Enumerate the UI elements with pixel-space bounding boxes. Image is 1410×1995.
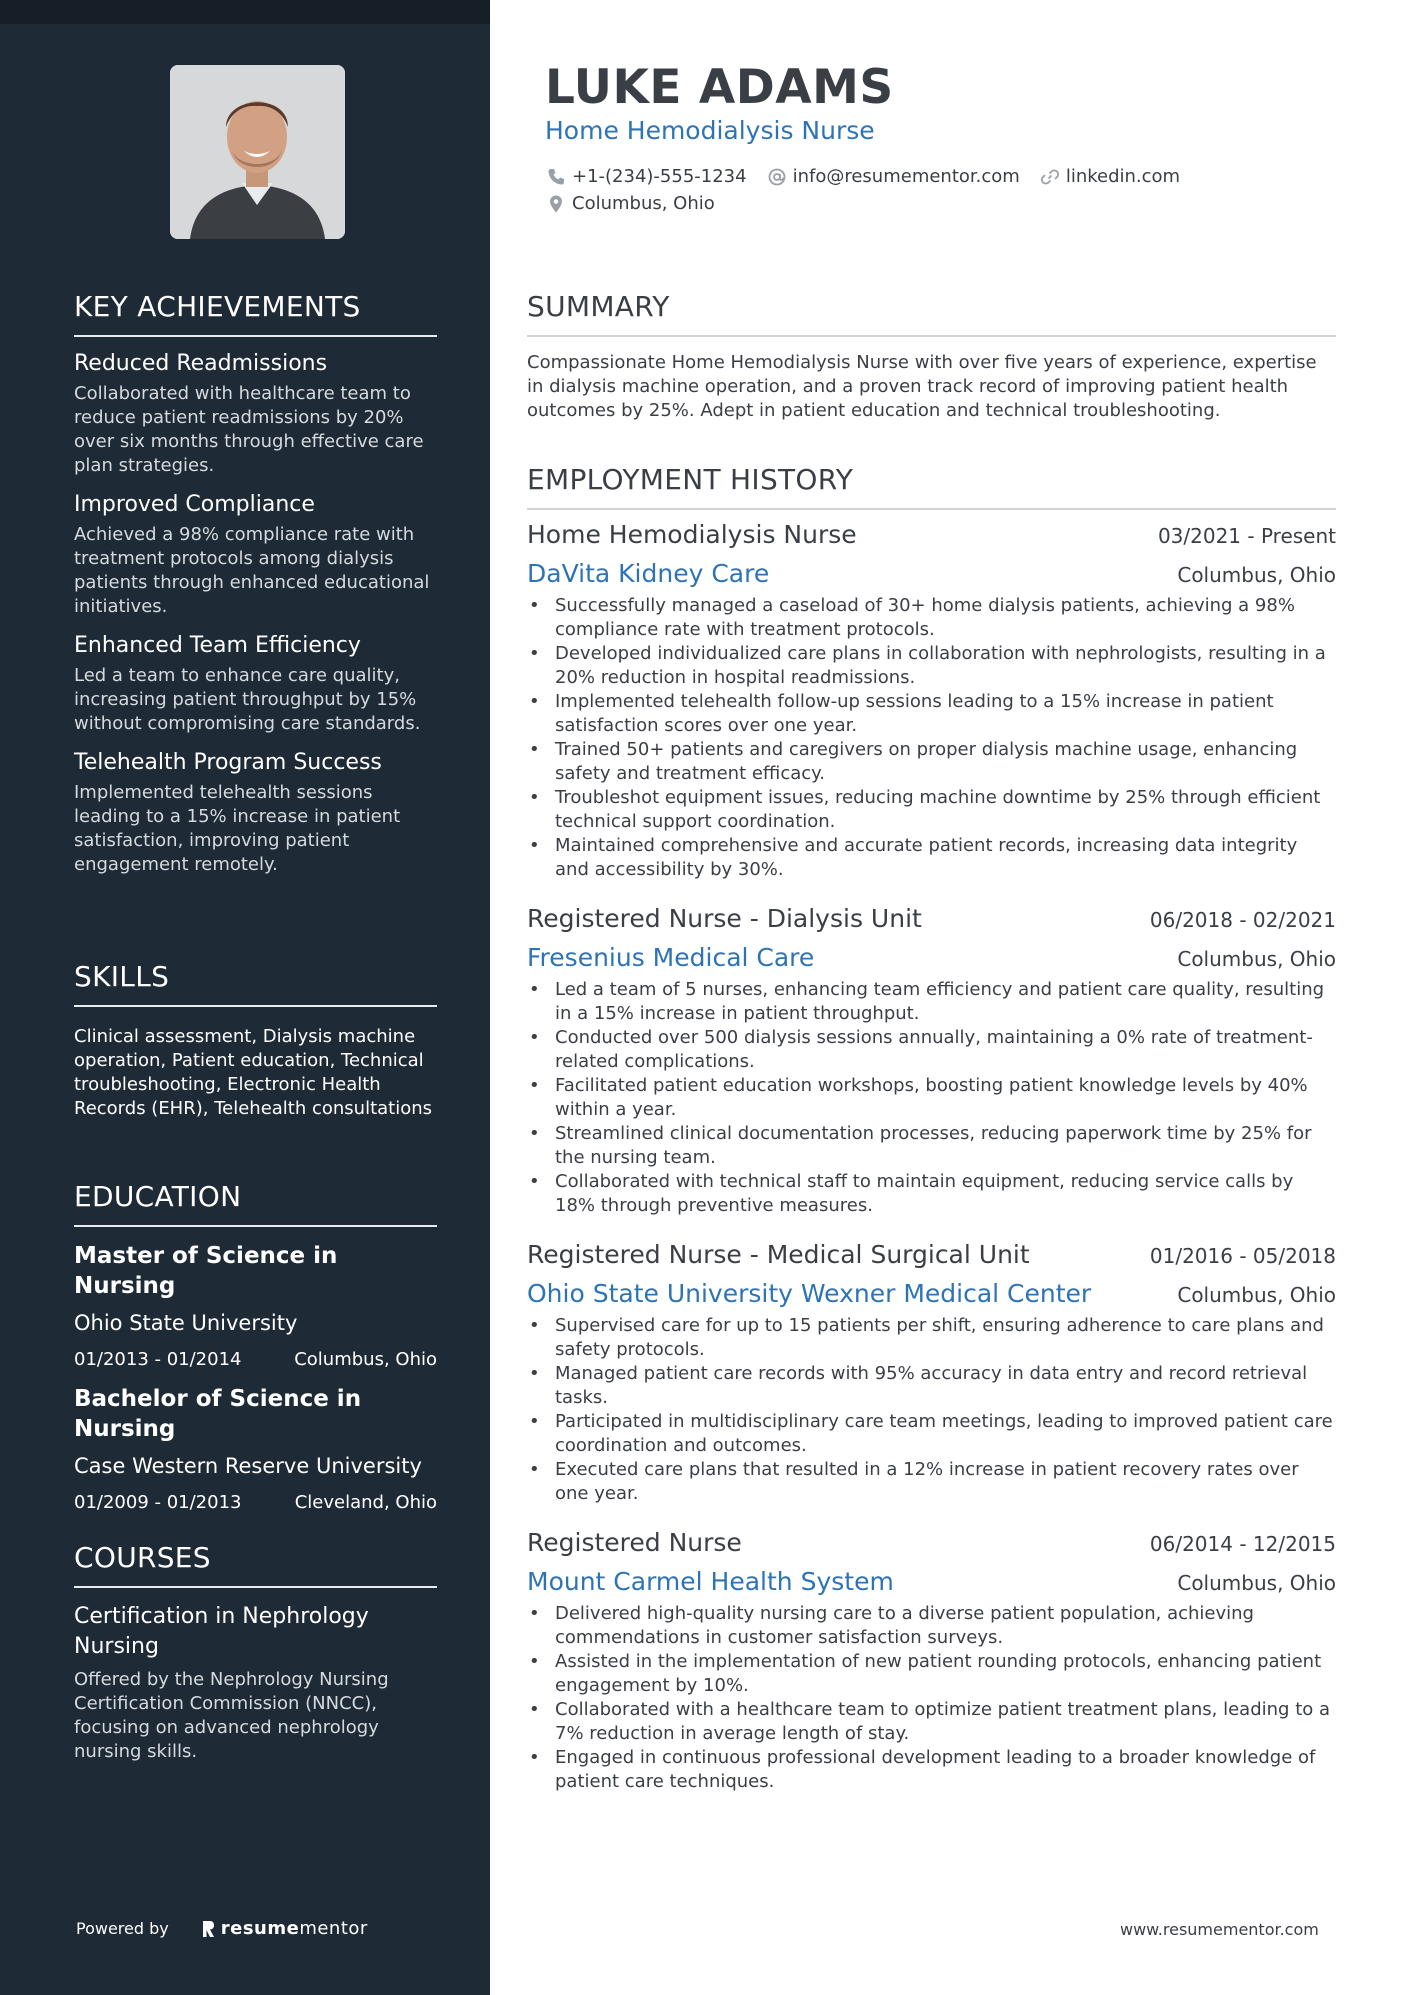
job-bullet: • Supervised care for up to 15 patients per shift, ensuring adherence to care plans and safety protocols. [527,1314,1336,1362]
job-bullet: • Assisted in the implementation of new patient rounding protocols, enhancing patient engagement by 10%. [527,1650,1336,1698]
skills-list: Clinical assessment, Dialysis machine operation, Patient education, Technical troubleshooting, Electronic Health Records (EHR), Telehealth consultations [74,1026,433,1119]
job-bullet: • Participated in multidisciplinary care team meetings, leading to improved patient care coordination and outcomes. [527,1410,1336,1458]
resumementor-logo-icon [201,1920,215,1938]
job-dates: 06/2018 - 02/2021 [1149,908,1336,932]
job-bullet: • Collaborated with a healthcare team to optimize patient treatment plans, leading to a 7% reduction in average length of stay. [527,1698,1336,1746]
summary-text: Compassionate Home Hemodialysis Nurse with over five years of experience, expertise in dialysis machine operation, and a proven track record of improving patient health outcomes by 25%. Adept in patient education and technical troubleshooting. [527,352,1317,421]
achievement-item [74,351,437,478]
contact-row [546,166,1200,187]
location-row [546,193,735,214]
footer-website-link[interactable]: www.resumementor.com [1120,1920,1319,1939]
key-achievements-heading: KEY ACHIEVEMENTS [74,290,437,337]
education-entry [74,1384,437,1513]
job-bullet: • Managed patient care records with 95% accuracy in data entry and record retrieval tasks. [527,1362,1336,1410]
education-meta [74,1349,437,1370]
job-bullet: • Led a team of 5 nurses, enhancing team efficiency and patient care quality, resulting in a 15% increase in patient throughput. [527,978,1336,1026]
achievement-item [74,633,437,736]
achievement-item [74,750,437,877]
candidate-title: Home Hemodialysis Nurse [545,116,875,145]
job-entry [527,1240,1336,1506]
job-bullet: • Engaged in continuous professional development leading to a broader knowledge of patient care techniques. [527,1746,1336,1794]
email-text: info@resumementor.com [792,166,1020,187]
location-pin-icon [546,194,566,214]
job-bullet: • Collaborated with technical staff to maintain equipment, reducing service calls by 18% through preventive measures. [527,1170,1336,1218]
education-entry [74,1241,437,1370]
course-description: Offered by the Nephrology Nursing Certification Commission (NNCC), focusing on advanced nephrology nursing skills. [74,1669,389,1762]
education-dates: 01/2013 - 01/2014 [74,1349,242,1370]
employment-section [527,463,1336,510]
phone-icon [546,167,566,187]
job-title: Registered Nurse [527,1528,742,1557]
job-bullet: • Conducted over 500 dialysis sessions annually, maintaining a 0% rate of treatment-related complications. [527,1026,1336,1074]
achievement-title: Telehealth Program Success [74,750,382,775]
education-degree: Master of Science in Nursing [74,1243,338,1299]
achievement-description: Implemented telehealth sessions leading to a 15% increase in patient satisfaction, improving patient engagement remotely. [74,782,401,875]
job-dates: 03/2021 - Present [1157,524,1336,548]
job-company: Fresenius Medical Care [527,943,815,972]
job-company: Mount Carmel Health System [527,1567,894,1596]
skills-heading: SKILLS [74,960,437,1007]
job-dates: 01/2016 - 05/2018 [1149,1244,1336,1268]
email-contact[interactable] [767,166,1020,187]
job-title: Registered Nurse - Medical Surgical Unit [527,1240,1030,1269]
courses-heading: COURSES [74,1541,437,1588]
job-bullet: • Facilitated patient education workshops, boosting patient knowledge levels by 40% within a year. [527,1074,1336,1122]
education-location: Columbus, Ohio [294,1349,437,1370]
job-bullets [527,1602,1336,1794]
job-bullet: • Trained 50+ patients and caregivers on proper dialysis machine usage, enhancing safety and treatment efficacy. [527,738,1336,786]
sidebar-top-bar [0,0,490,24]
course-title: Certification in Nephrology Nursing [74,1604,369,1659]
brand-bold: resume [220,1918,300,1939]
achievement-item [74,492,437,619]
powered-by [76,1918,368,1939]
job-bullets [527,978,1336,1218]
education-location: Cleveland, Ohio [294,1492,437,1513]
job-bullet: • Developed individualized care plans in collaboration with nephrologists, resulting in a 20% reduction in hospital readmissions. [527,642,1336,690]
employment-heading: EMPLOYMENT HISTORY [527,463,1336,510]
powered-by-label: Powered by [76,1919,169,1938]
job-bullets [527,1314,1336,1506]
job-bullet: • Executed care plans that resulted in a 12% increase in patient recovery rates over one year. [527,1458,1336,1506]
job-bullet: • Delivered high-quality nursing care to a diverse patient population, achieving commendations in customer satisfaction surveys. [527,1602,1336,1650]
job-location: Columbus, Ohio [1177,947,1336,971]
sidebar [0,0,490,1995]
job-bullet: • Streamlined clinical documentation processes, reducing paperwork time by 25% for the nursing team. [527,1122,1336,1170]
achievement-description: Collaborated with healthcare team to reduce patient readmissions by 20% over six months through effective care plan strategies. [74,383,424,476]
job-bullets [527,594,1336,882]
education-section [74,1180,437,1513]
education-school: Case Western Reserve University [74,1454,422,1478]
achievement-title: Reduced Readmissions [74,351,328,376]
education-heading: EDUCATION [74,1180,437,1227]
link-icon [1040,167,1060,187]
location-text: Columbus, Ohio [572,193,715,214]
resumementor-logo[interactable] [201,1918,368,1939]
summary-section [527,290,1336,423]
achievement-title: Enhanced Team Efficiency [74,633,361,658]
education-dates: 01/2009 - 01/2013 [74,1492,242,1513]
courses-section [74,1541,437,1764]
candidate-name: LUKE ADAMS [545,60,894,115]
linkedin-text: linkedin.com [1065,166,1181,187]
achievement-description: Achieved a 98% compliance rate with treatment protocols among dialysis patients through enhanced educational initiatives. [74,524,430,617]
job-company: DaVita Kidney Care [527,559,770,588]
job-location: Columbus, Ohio [1177,563,1336,587]
location-contact [546,193,715,214]
job-location: Columbus, Ohio [1177,1283,1336,1307]
education-degree: Bachelor of Science in Nursing [74,1386,362,1442]
job-company: Ohio State University Wexner Medical Center [527,1279,1092,1308]
profile-photo [170,65,345,239]
job-bullet: • Troubleshot equipment issues, reducing machine downtime by 25% through efficient technical support coordination. [527,786,1336,834]
key-achievements-section [74,290,437,877]
job-dates: 06/2014 - 12/2015 [1149,1532,1336,1556]
job-entry [527,904,1336,1218]
linkedin-contact[interactable] [1040,166,1180,187]
brand-light: mentor [299,1918,368,1939]
at-icon [767,167,787,187]
phone-contact[interactable] [546,166,747,187]
education-meta [74,1492,437,1513]
job-bullet: • Maintained comprehensive and accurate patient records, increasing data integrity and accessibility by 30%. [527,834,1336,882]
summary-heading: SUMMARY [527,290,1336,337]
phone-text: +1-(234)-555-1234 [572,166,747,187]
job-entry [527,1528,1336,1794]
job-location: Columbus, Ohio [1177,1571,1336,1595]
achievement-description: Led a team to enhance care quality, increasing patient throughput by 15% without compromising care standards. [74,665,421,734]
education-school: Ohio State University [74,1311,298,1335]
job-bullet: • Implemented telehealth follow-up sessions leading to a 15% increase in patient satisfaction scores over one year. [527,690,1336,738]
job-title: Registered Nurse - Dialysis Unit [527,904,922,933]
job-title: Home Hemodialysis Nurse [527,520,857,549]
skills-section [74,960,437,1121]
job-bullet: • Successfully managed a caseload of 30+ home dialysis patients, achieving a 98% compliance rate with treatment protocols. [527,594,1336,642]
job-entry [527,520,1336,882]
achievement-title: Improved Compliance [74,492,315,517]
